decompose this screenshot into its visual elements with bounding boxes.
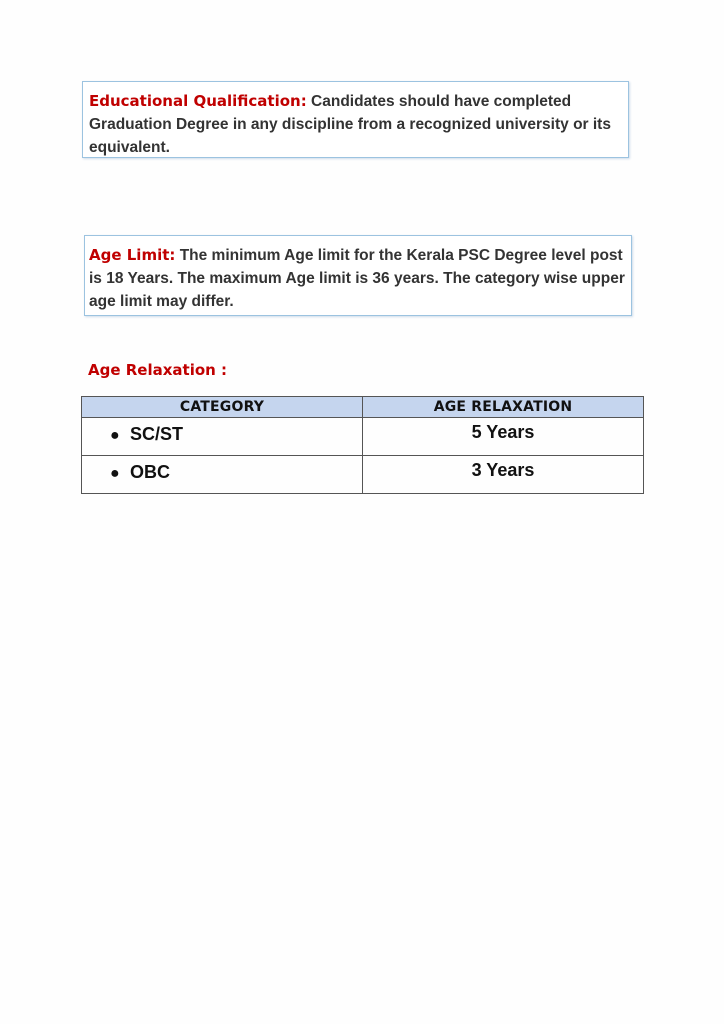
educational-qualification-text: Candidates should have completed Graduation Degree in any discipline from a recognized university or its equivalent.	[89, 93, 611, 156]
table-row	[82, 456, 644, 494]
bullet-icon: ●	[110, 427, 120, 444]
table-header-row	[82, 397, 644, 418]
category-value: OBC	[130, 462, 170, 482]
table-row	[82, 418, 644, 456]
relaxation-cell: 3 Years	[363, 456, 644, 494]
column-header-age-relaxation: AGE RELAXATION	[363, 397, 644, 418]
educational-qualification-box	[82, 81, 629, 158]
educational-qualification-label: Educational Qualification:	[89, 92, 307, 110]
age-relaxation-heading: Age Relaxation :	[88, 361, 228, 379]
relaxation-cell: 5 Years	[363, 418, 644, 456]
category-value: SC/ST	[130, 424, 184, 444]
column-header-category: CATEGORY	[82, 397, 363, 418]
category-cell	[82, 456, 363, 494]
age-limit-label: Age Limit:	[89, 246, 176, 264]
category-cell	[82, 418, 363, 456]
age-limit-text: The minimum Age limit for the Kerala PSC Degree level post is 18 Years. The maximum Age limit is 36 years. The category wise upper age limit may differ.	[89, 247, 625, 310]
bullet-icon: ●	[110, 465, 120, 482]
age-relaxation-table	[81, 396, 644, 494]
age-limit-box	[84, 235, 632, 316]
